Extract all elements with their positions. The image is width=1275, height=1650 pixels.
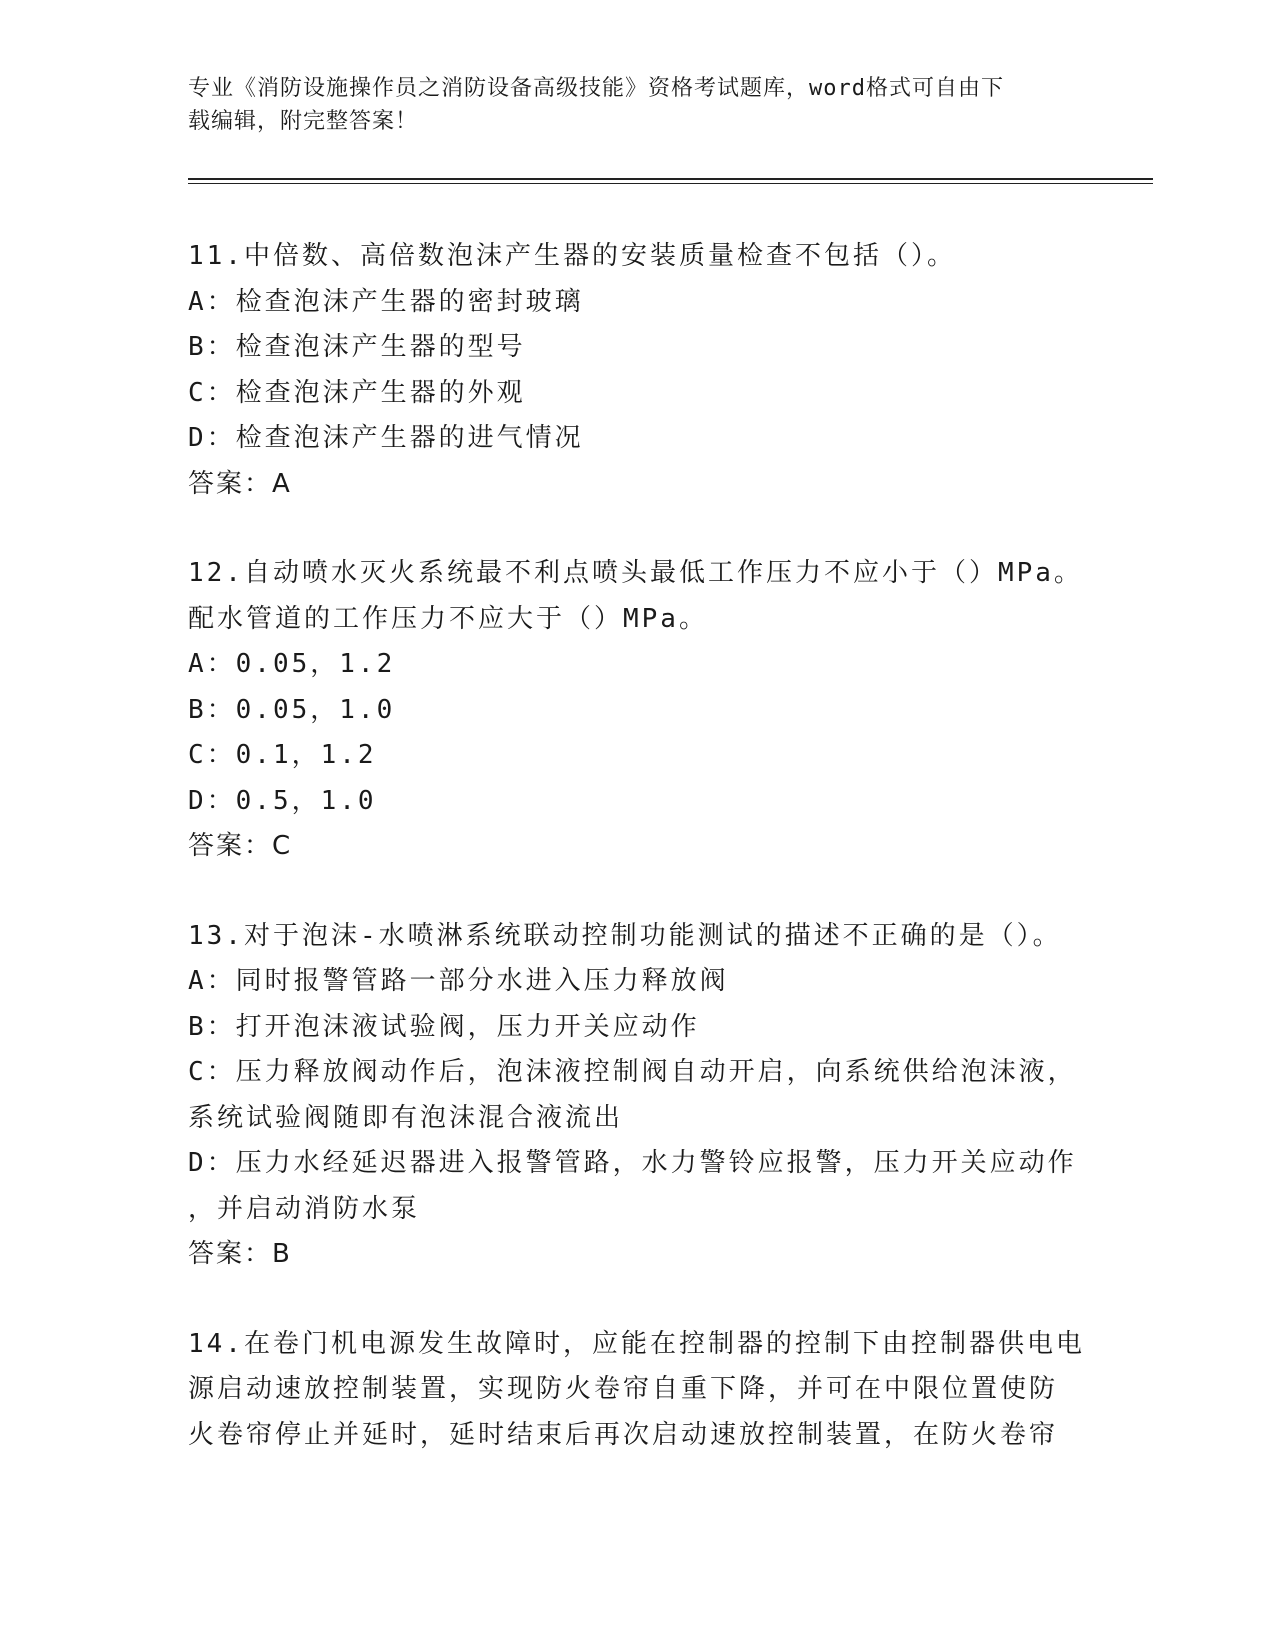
option-d: D：检查泡沫产生器的进气情况 (188, 423, 584, 453)
question-stem: 火卷帘停止并延时，延时结束后再次启动速放控制装置，在防火卷帘 (188, 1419, 1059, 1450)
question-stem: 14.在卷门机电源发生故障时，应能在控制器的控制下由控制器供电电 (188, 1328, 1085, 1359)
option-b: B：打开泡沫液试验阀，压力开关应动作 (188, 1011, 700, 1042)
option-b: B：0.05，1.0 (188, 694, 396, 725)
option-c: 系统试验阀随即有泡沫混合液流出 (188, 1102, 624, 1133)
question-stem: 源启动速放控制装置，实现防火卷帘自重下降，并可在中限位置使防 (188, 1374, 1059, 1404)
question-gap (188, 1278, 1088, 1322)
option-d: D：压力水经延迟器进入报警管路，水力警铃应报警，压力开关应动作 (188, 1148, 1077, 1178)
question-stem: 13.对于泡沫-水喷淋系统联动控制功能测试的描述不正确的是（）。 (188, 920, 1062, 951)
option-c: C：检查泡沫产生器的外观 (188, 377, 526, 408)
question-block (188, 914, 1088, 1278)
question-block (188, 551, 1088, 870)
question-block (188, 234, 1088, 507)
header-line-2: 载编辑，附完整答案！ (188, 109, 419, 134)
answer: 答案：C (188, 831, 293, 861)
document-header (188, 72, 1088, 138)
question-stem: 11.中倍数、高倍数泡沫产生器的安装质量检查不包括（）。 (188, 241, 956, 271)
header-line-1: 专业《消防设施操作员之消防设备高级技能》资格考试题库，word格式可自由下 (188, 76, 1004, 101)
option-b: B：检查泡沫产生器的型号 (188, 332, 526, 362)
header-divider-thick (188, 178, 1153, 180)
answer: 答案：B (188, 1239, 292, 1269)
option-d: D：0.5，1.0 (188, 785, 377, 816)
option-c: C：压力释放阀动作后，泡沫液控制阀自动开启，向系统供给泡沫液， (188, 1057, 1077, 1087)
header-divider-thin (188, 183, 1153, 184)
option-a: A：同时报警管路一部分水进入压力释放阀 (188, 966, 729, 996)
option-a: A：0.05，1.2 (188, 649, 396, 679)
question-block (188, 1322, 1088, 1459)
option-d: ，并启动消防水泵 (188, 1193, 421, 1224)
question-gap (188, 870, 1088, 914)
question-list (188, 234, 1088, 1458)
question-gap (188, 507, 1088, 551)
question-stem: 配水管道的工作压力不应大于（）MPa。 (188, 603, 708, 634)
answer: 答案：A (188, 468, 292, 499)
option-a: A：检查泡沫产生器的密封玻璃 (188, 286, 584, 317)
question-stem: 12.自动喷水灭火系统最不利点喷头最低工作压力不应小于（）MPa。 (188, 558, 1083, 588)
option-c: C：0.1，1.2 (188, 740, 377, 770)
